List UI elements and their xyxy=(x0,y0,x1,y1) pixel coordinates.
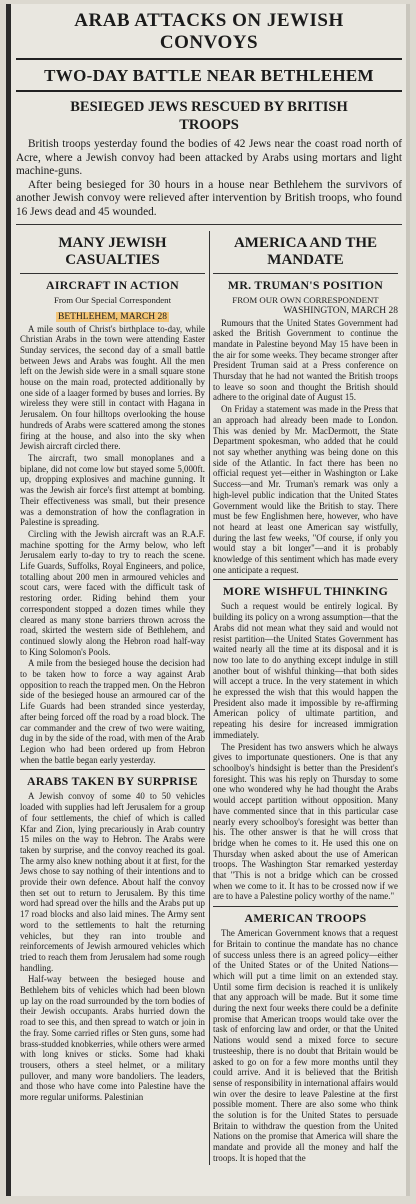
left-subhead-2: ARABS TAKEN BY SURPRISE xyxy=(27,774,198,789)
left-paragraph: Circling with the Jewish aircraft was an R.A.F. machine spotting for the Army below, who left Jerusalem early to-day to try to reach the scene. Life Guards, Suffolks, Royal Engineers, and police, totalling about 200 men in armoured vehicles and scout cars, were faced with the difficult task of restoring order. Riding behind them your correspondent stopped a dozen times while they cleared as many stone barriers thrown across the road, skirted the western side of Bethlehem, and continued slowly along the Hebron road half-way to King Solomon's Pools. xyxy=(20,528,205,657)
two-column-body xyxy=(16,231,402,1165)
divider xyxy=(16,224,402,225)
left-subhead: AIRCRAFT IN ACTION xyxy=(46,277,179,292)
right-paragraph: On Friday a statement was made in the Press that an approach had already been made to London. This was denied by Mr. MacDermott, the State Department spokesman, who added that he could not say whether anything was being done on this side of the Atlantic. In fact there has been no official request yet—either in Washington or Lake Success—and Mr. Truman's remark was only a high-level public indication that the United States Government would like the British to stay. There must be few Englishmen here, however, who have not heard at least one American say wistfully, during the last few weeks, "Of course, if only you would stay a bit longer"—and it is probably knowledge of this sentiment which has made every one anticipate a request. xyxy=(213,404,398,575)
right-dateline: WASHINGTON, MARCH 28 xyxy=(283,305,398,316)
right-subhead-2: MORE WISHFUL THINKING xyxy=(222,584,389,599)
left-title-line-1: MANY JEWISH xyxy=(58,234,167,251)
right-title-line-2: MANDATE xyxy=(267,251,344,268)
left-paragraph: A mile from the besieged house the decision had to be taken how to force a way against Arab opposition to reach the trapped men. On the Hebron side of the besieged house an armoured car of the Life Guards had been stranded since yesterday, after being forced off the road by a road block. The car commander and the crew of two were waiting, dug in by the side of the road, with men of the Arab Legion who had been ordered up from Hebron when the battle began early yesterday. xyxy=(20,658,205,765)
right-title-line-1: AMERICA AND THE xyxy=(233,234,378,251)
right-paragraph: The American Government knows that a request for Britain to continue the mandate has no chance of success unless there is an agreed policy—either of the United States or of the United Nations—which will put a time limit on an extended stay. Until some firm decision is reached it is unlikely that any approach will be made. But it some time during the next four weeks there could be a definite promise that American troops would take over the task of enforcing law and order, or that the United Nations would send a mixed force to secure trusteeship, there is no doubt that Britain would be asked to go on for a few more months until they could arrive. And it is believed that the British sense of responsibility in international affairs would win over the desire to leave Palestine at the first possible moment. There are also some who think the solution is for the United States to persuade Britain to withdraw the question from the United Nations on the promise that America will share the mandate and provide all the money and half the troops. It is hoped that the xyxy=(213,928,398,1163)
right-title xyxy=(213,235,398,269)
scan-edge-right xyxy=(406,4,410,1196)
divider xyxy=(16,90,402,92)
divider xyxy=(213,906,398,907)
left-dateline: BETHLEHEM, MARCH 28 xyxy=(58,311,167,322)
right-subhead-3: AMERICAN TROOPS xyxy=(244,911,367,926)
divider xyxy=(213,579,398,580)
column-rule xyxy=(209,231,210,1165)
left-byline: From Our Special Correspondent xyxy=(53,294,172,305)
left-title-line-2: CASUALTIES xyxy=(65,251,160,268)
lead-paragraph-1: British troops yesterday found the bodies of 42 Jews near the coast road north of Acre, where a Jewish convoy had been attacked by Arabs using mortars and light machine-guns. xyxy=(16,138,402,178)
headline-line-1: ARAB ATTACKS ON JEWISH xyxy=(74,10,344,31)
left-paragraph: Half-way between the besieged house and Bethlehem bits of vehicles which had been blown up lay on the road surrounded by the torn bodies of their Jewish occupants. Arabs hurried down the road to see this, and then spread to watch or join in the fray. Some carried rifles or Sten guns, some had brass-studded knobkerries, while others were armed with long knives or sticks. Some had khaki trousers, others a steel helmet, or a military pullover, and many wore bandoliers. The leaders, and those who have come into Palestine have the more regular uniforms. Palestinian xyxy=(20,974,205,1103)
right-paragraph: The President has two answers which he always gives to importunate questioners. One is that any schoolboy's hindsight is better than the President's foresight. This was his reply on Thursday to some one who wondered why he had thought the Arabs would accept partition without opposition. Many have commented since that in this particular case nearly every schoolboy's foresight was better than his. The other answer is that he will cross that bridge when he comes to it. He used this one on Thursday when asked about the use of American troops. The Washington Star remarked yesterday that "This is not a bridge which can be crossed when we come to it. It has to be crossed now if we are to have a Palestine policy worthy of the name." xyxy=(213,741,398,902)
subhead-rescue xyxy=(16,98,402,134)
left-column xyxy=(16,231,209,1165)
left-title xyxy=(20,235,205,269)
right-subhead: MR. TRUMAN'S POSITION xyxy=(227,277,384,292)
divider xyxy=(20,273,205,274)
subhead-rescue-line-1: BESIEGED JEWS RESCUED BY BRITISH xyxy=(70,99,348,115)
divider xyxy=(16,58,402,60)
headline xyxy=(16,10,402,54)
article xyxy=(16,10,402,1196)
right-column xyxy=(209,231,402,1165)
divider xyxy=(20,769,205,770)
scan-edge-left xyxy=(6,4,11,1196)
subhead-rescue-line-2: TROOPS xyxy=(179,117,239,133)
newspaper-page xyxy=(6,4,410,1196)
headline-line-2: CONVOYS xyxy=(159,32,259,53)
left-paragraph: A Jewish convoy of some 40 to 50 vehicles loaded with supplies had left Jerusalem for a group of four settlements, the chief of which is called Kfar and Zion, lying precariously in Arab country 15 miles on the way to Hebron. The Arabs were taken by surprise, and the convoy reached its goal. The army also knew nothing about it at first, for the Jews chose to say nothing of their intentions and to provide their own defence. About half the convoy then set out to return to Jerusalem. By this time word had spread over the hills and the Arabs put up 17 road blocks and also laid mines. The Army sent word to the settlements to halt the returning vehicles, but they ran into trouble and reinforcements of Jewish armoured vehicles which tried to reach them from Jerusalem had some rough handling. xyxy=(20,791,205,973)
right-paragraph: Such a request would be entirely logical. By building its policy on a wrong assumption—that the Arabs did not mean what they said and would not resist partition—the United States Government has waited nearly all the time at its disposal and it is now too late to do anything except indulge in still another bout of wishful thinking—that both sides will accept a truce. In the very statement in which he expressed the wish that this would happen the President also made it impossible by re-affirming American policy of ultimate partition, and repeating his desire for increased immigration immediately. xyxy=(213,601,398,740)
left-paragraph: The aircraft, two small monoplanes and a biplane, did not come low but stayed some 5,000ft. up, dropping explosives and machine gunning. It was the Jewish air force's first attempt at bombing. Their effectiveness was small, but their presence was a demonstration of how the conflagration in Palestine is spreading. xyxy=(20,453,205,528)
left-paragraph: A mile south of Christ's birthplace to-day, while Christian Arabs in the town were attending Easter Sunday services, the second day of a small battle between Jews and Arabs was fought. All the men left on the Jewish side were in a small square stone house on the main road, protected additionally by one side of a laager formed by buses and lorries. By wireless they were still in contact with Hagana in Jerusalem. On four hilltops overlooking the house hundreds of Arabs were scattered among the stones firing at the house, and also into the sky when Jewish aircraft circled there. xyxy=(20,323,205,452)
right-paragraph: Rumours that the United States Government had asked the British Government to continue the mandate in Palestine beyond May 15 have been in the air for some weeks. They became stronger after President Truman said at a Press conference on Thursday that he had not wanted the British troops to leave so soon and thought the British should adhere to the original date of August 15. xyxy=(213,317,398,403)
right-byline: FROM OUR OWN CORRESPONDENT xyxy=(232,294,379,305)
lead-paragraph-2: After being besieged for 30 hours in a house near Bethlehem the survivors of another Jewish convoy were relieved after intervention by British troops, who found 16 Jews dead and 45 wounded. xyxy=(16,178,402,218)
subhead-battle: TWO-DAY BATTLE NEAR BETHLEHEM xyxy=(44,66,374,85)
divider xyxy=(213,273,398,274)
